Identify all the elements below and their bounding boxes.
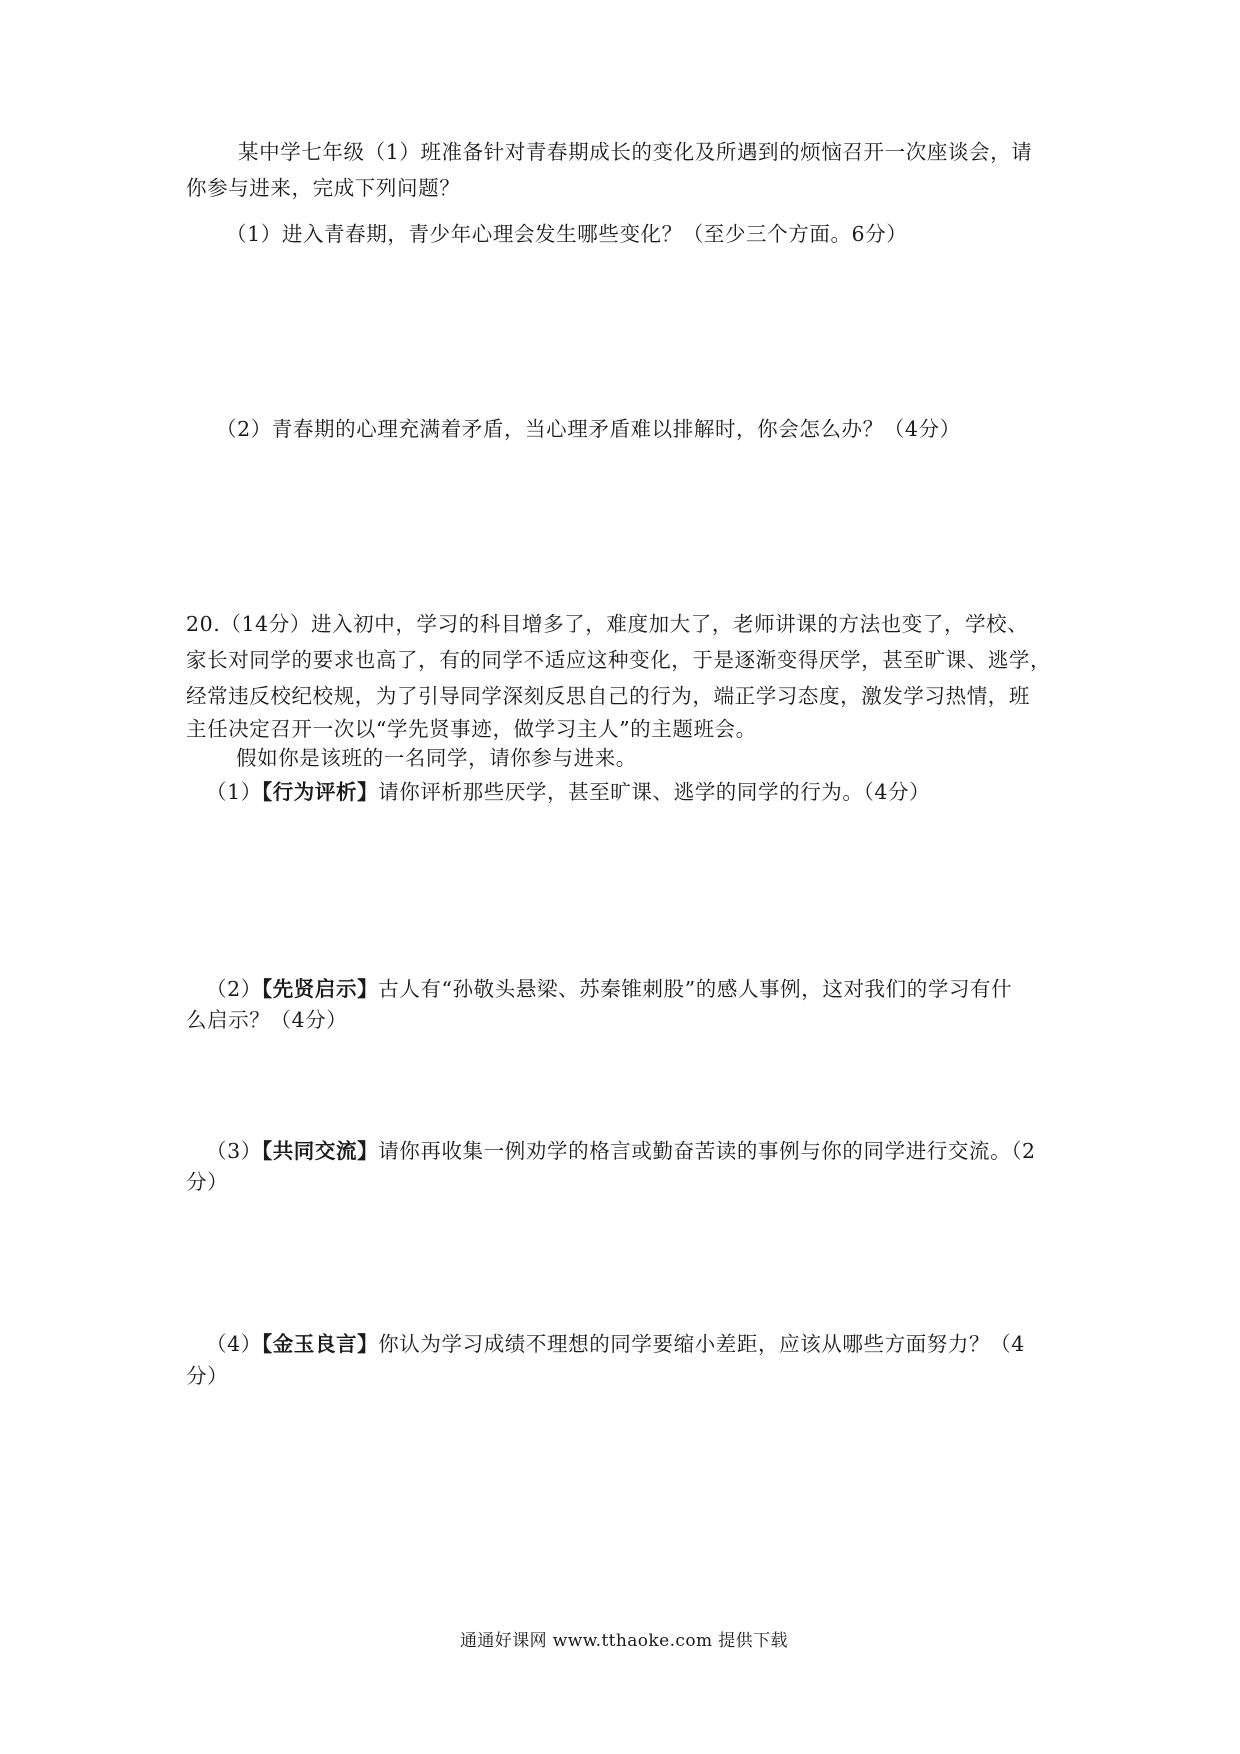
q19-intro-line1: 某中学七年级（1）班准备针对青春期成长的变化及所遇到的烦恼召开一次座谈会，请: [238, 140, 1033, 164]
q19-subquestion-2: （2）青春期的心理充满着矛盾，当心理矛盾难以排解时，你会怎么办？（4分）: [216, 417, 961, 441]
q20-sub4-number: （4）: [206, 1332, 262, 1356]
q20-stem-line4: 主任决定召开一次以“学先贤事迹，做学习主人”的主题班会。: [186, 717, 757, 741]
q20-sub4-tag: 【金玉良言】: [261, 1332, 379, 1356]
q20-sub4-text: 你认为学习成绩不理想的同学要缩小差距，应该从哪些方面努力？（4: [378, 1332, 1025, 1356]
q20-sub2-number: （2）: [206, 977, 262, 1001]
q20-subquestion-2: [206, 975, 1012, 1003]
q20-sub1-number: （1）: [206, 780, 262, 804]
q20-sub2-text: 古人有“孙敬头悬梁、苏秦锥刺股”的感人事例，这对我们的学习有什: [378, 977, 1013, 1001]
q20-stem-line5: 假如你是该班的一名同学，请你参与进来。: [236, 746, 637, 770]
q20-sub1-text: 请你评析那些厌学，甚至旷课、逃学的同学的行为。（4分）: [378, 780, 931, 804]
q20-subquestion-3-cont: 分）: [186, 1170, 229, 1194]
q20-subquestion-4: [206, 1330, 1025, 1358]
q20-subquestion-1: [206, 778, 930, 806]
page-footer: 通通好课网 www.tthaoke.com 提供下载: [460, 1631, 788, 1651]
q20-subquestion-2-cont: 么启示？（4分）: [186, 1008, 348, 1032]
q20-subquestion-4-cont: 分）: [186, 1364, 229, 1388]
q20-sub3-tag: 【共同交流】: [261, 1139, 379, 1163]
q20-sub1-tag: 【行为评析】: [261, 780, 379, 804]
q20-sub2-tag: 【先贤启示】: [261, 977, 379, 1001]
q20-stem-line1: 20.（14分）进入初中，学习的科目增多了，难度加大了，老师讲课的方法也变了，学校、: [186, 612, 1029, 636]
q19-subquestion-1: （1）进入青春期，青少年心理会发生哪些变化？（至少三个方面。6分）: [226, 222, 908, 246]
q19-intro-line2: 你参与进来，完成下列问题？: [186, 176, 461, 200]
q20-subquestion-3: [206, 1137, 1036, 1165]
q20-sub3-number: （3）: [206, 1139, 262, 1163]
q20-stem-line3: 经常违反校纪校规，为了引导同学深刻反思自己的行为，端正学习态度，激发学习热情，班: [186, 684, 1030, 708]
q20-sub3-text: 请你再收集一例劝学的格言或勤奋苦读的事例与你的同学进行交流。（2: [378, 1139, 1036, 1163]
q20-stem-line2: 家长对同学的要求也高了，有的同学不适应这种变化，于是逐渐变得厌学，甚至旷课、逃学，: [186, 648, 1052, 672]
